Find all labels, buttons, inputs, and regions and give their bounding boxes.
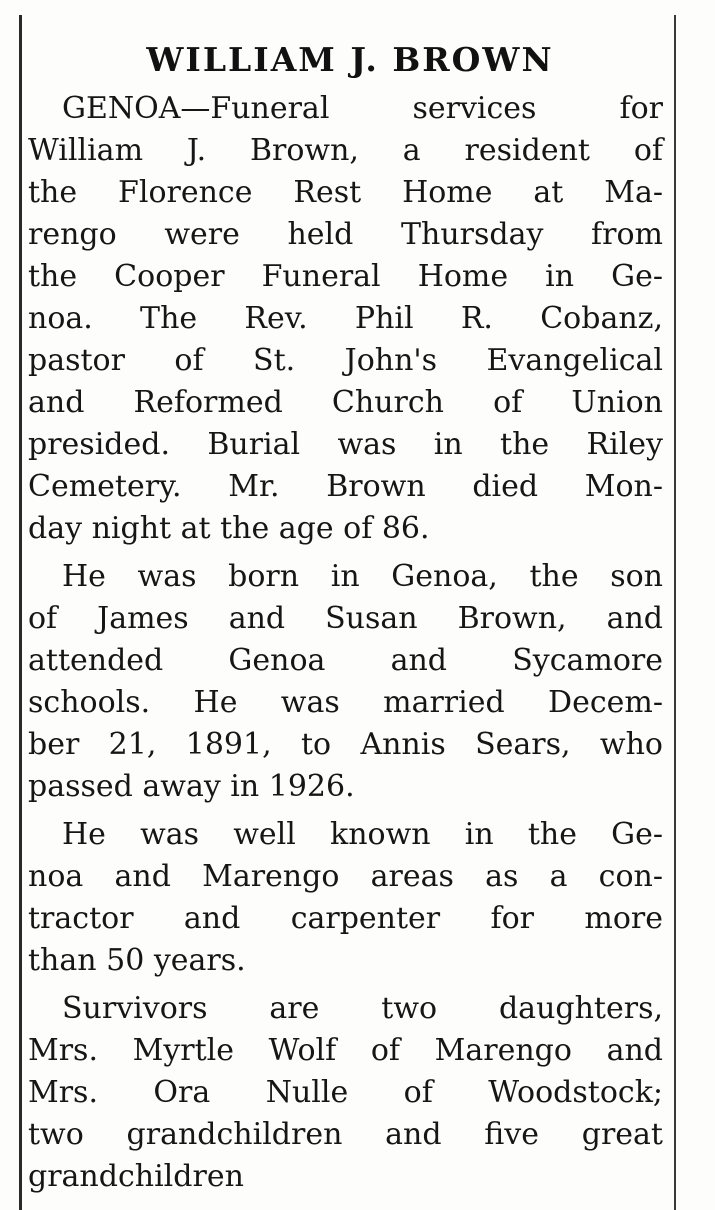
text-line: of James and Susan Brown, and: [28, 601, 663, 636]
paragraph-biography: [28, 556, 663, 808]
text-line: attended Genoa and Sycamore: [28, 643, 663, 678]
text-line: Cemetery. Mr. Brown died Mon-: [28, 469, 663, 504]
text-line: Mrs. Myrtle Wolf of Marengo and: [28, 1033, 663, 1068]
text-line: He was well known in the Ge-: [62, 817, 663, 852]
text-line: Mrs. Ora Nulle of Woodstock;: [28, 1075, 663, 1110]
text-line: the Cooper Funeral Home in Ge-: [28, 259, 663, 294]
text-line: two grandchildren and five great: [28, 1117, 663, 1152]
text-line: ber 21, 1891, to Annis Sears, who: [28, 727, 663, 762]
text-line: grandchildren: [28, 1159, 244, 1194]
text-line: rengo were held Thursday from: [28, 217, 663, 252]
text-line: noa and Marengo areas as a con-: [28, 859, 663, 894]
column-rule-right: [674, 15, 676, 1210]
text-line: pastor of St. John's Evangelical: [28, 343, 663, 378]
paragraph-funeral-services: [28, 88, 663, 550]
obituary-headline: WILLIAM J. BROWN: [146, 40, 554, 79]
obituary-article: [28, 88, 663, 1204]
text-line: tractor and carpenter for more: [28, 901, 663, 936]
text-line: passed away in 1926.: [28, 769, 355, 804]
text-line: and Reformed Church of Union: [28, 385, 663, 420]
paragraph-survivors: [28, 988, 663, 1198]
text-line: noa. The Rev. Phil R. Cobanz,: [28, 301, 663, 336]
text-line: He was born in Genoa, the son: [62, 559, 663, 594]
text-line: the Florence Rest Home at Ma-: [28, 175, 663, 210]
column-rule-left: [19, 15, 22, 1210]
text-line: William J. Brown, a resident of: [28, 133, 663, 168]
text-line: Survivors are two daughters,: [62, 991, 663, 1026]
text-line: presided. Burial was in the Riley: [28, 427, 663, 462]
text-line: GENOA—Funeral services for: [62, 91, 663, 126]
text-line: schools. He was married Decem-: [28, 685, 663, 720]
text-line: day night at the age of 86.: [28, 511, 430, 546]
text-line: than 50 years.: [28, 943, 246, 978]
paragraph-occupation: [28, 814, 663, 982]
